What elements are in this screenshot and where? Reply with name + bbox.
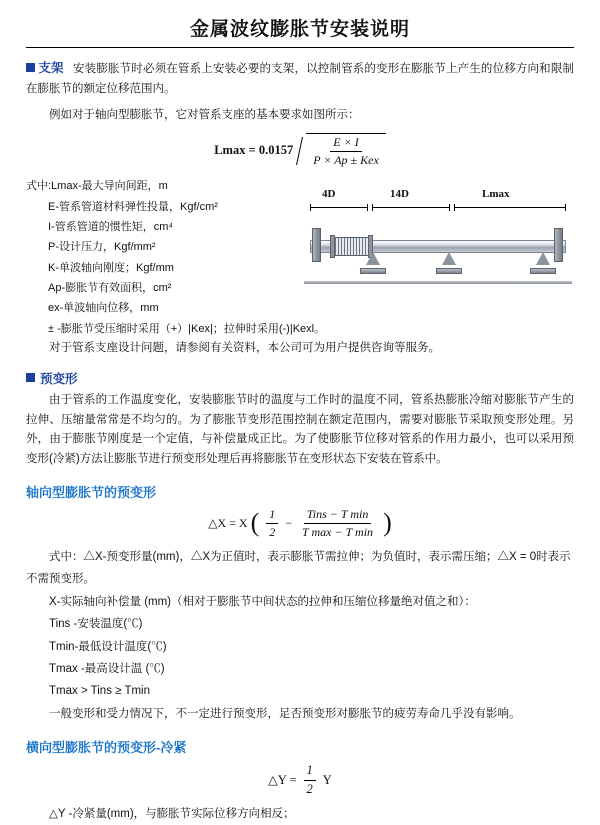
left-paren: ( <box>250 507 260 537</box>
square-root-icon <box>297 133 386 168</box>
legend-item: E-管系管道材料弹性投量，Kgf/cm² <box>48 200 218 213</box>
legend-item: K-单波轴向刚度；Kgf/mm <box>48 261 174 274</box>
support-3-icon <box>530 252 556 274</box>
legend-column <box>26 172 326 339</box>
document-content <box>0 58 600 825</box>
diagram-column <box>304 172 574 292</box>
support-section-text: 安装膨胀节时必须在管系上安装必要的支架，以控制管系的变形在膨胀节上产生的位移方向和限制在膨胀节的额定位移范围内。 <box>26 63 574 95</box>
axial-minus-sign: − <box>285 515 293 530</box>
lateral-formula <box>26 763 574 797</box>
blue-square-bullet-icon <box>26 373 35 382</box>
axial-half-den: 2 <box>269 524 276 539</box>
axial-temp-fraction <box>295 507 380 540</box>
lateral-half-fraction <box>300 763 320 797</box>
right-paren: ) <box>383 507 392 537</box>
anchor-left-icon <box>312 228 321 262</box>
legend-item: I-管系管道的惯性矩，cm⁴ <box>48 220 174 233</box>
lmax-numerator: E × I <box>330 135 361 152</box>
predeform-heading-label: 预变形 <box>40 371 78 386</box>
legend-list <box>26 176 326 339</box>
lateral-formula-lhs: △Y = <box>268 773 297 788</box>
dimension-line-lmax <box>454 207 566 208</box>
legend-item: Ap-膨胀节有效面积，cm² <box>48 282 172 295</box>
axial-note: 一般变形和受力情况下，不一定进行预变形，足否预变形对膨胀节的疲劳寿命几乎没有影响。 <box>49 707 521 720</box>
axial-temp-num: Tins − T min <box>304 507 372 524</box>
axial-formula-lhs: △X = X <box>208 515 248 530</box>
lmax-formula <box>26 133 574 168</box>
diagram-label-4d: 4D <box>322 188 336 201</box>
legend-item: 式中:Lmax-最大导向间距，m <box>26 180 168 193</box>
axial-note: Tmin-最低设计温度(℃) <box>49 640 167 653</box>
axial-note: Tmax > Tins ≥ Tmin <box>49 685 150 698</box>
axial-note: X-实际轴向补偿量 (mm)（相对于膨胀节中间状态的拉伸和压缩位移量绝对值之和）： <box>49 595 476 608</box>
dimension-line-4d <box>310 207 368 208</box>
lmax-formula-expression <box>214 133 386 168</box>
document-page <box>0 14 600 820</box>
ground-line <box>304 281 572 284</box>
pipe-support-diagram <box>304 188 572 292</box>
legend-item: P-设计压力，Kgf/mm² <box>48 241 156 254</box>
lateral-subheading: 横向型膨胀节的预变形-冷紧 <box>26 740 187 756</box>
axial-note: Tmax -最高设计温 (℃) <box>49 662 165 675</box>
axial-notes <box>26 546 574 725</box>
axial-temp-den: T max − T min <box>302 524 374 539</box>
bellows-flange-left-icon <box>330 235 335 258</box>
lateral-notes <box>26 803 574 825</box>
predeform-paragraph: 由于管系的工作温度变化，安装膨胀节时的温度与工作时的温度不同，管系热膨胀冷缩对膨胀节产生的拉伸、压缩量常常是不均匀的。为了膨胀节变形范围控制在额定范围内，需要对膨胀节采取预变形处理。另外，由于膨胀节刚度是一个定值，与补偿量成正比。为了使膨胀节位移对管系的作用力最小，也可以采用预变形(冷紧)方法让膨胀节进行预变形处理后再将膨胀节在变形状态下安装在管系中。 <box>26 393 574 466</box>
legend-item: ex-单波轴向位移，mm <box>48 302 159 315</box>
lateral-note: △Y -冷紧量(mm)，与膨胀节实际位移方向相反； <box>49 807 295 820</box>
axial-note: Tins -安装温度(℃) <box>49 618 143 631</box>
lateral-formula-expression <box>268 763 332 797</box>
pipe-assembly <box>304 216 572 288</box>
axial-half-fraction <box>262 507 282 540</box>
diagram-label-lmax: Lmax <box>482 188 510 201</box>
axial-formula-expression <box>208 507 391 540</box>
lmax-fraction <box>306 135 386 168</box>
axial-formula <box>26 507 574 540</box>
lateral-formula-rhs: Y <box>322 772 332 787</box>
title-divider <box>26 47 574 48</box>
support-note-paragraph: 对于管系支座设计问题，请参阅有关资料，本公司可为用户提供咨询等服务。 <box>49 342 440 355</box>
axial-subheading: 轴向型膨胀节的预变形 <box>26 484 157 500</box>
legend-and-diagram <box>26 172 574 339</box>
support-1-icon <box>360 252 386 274</box>
lateral-half-den: 2 <box>306 781 313 796</box>
axial-note: 式中：△X-预变形量(mm)，△X为正值时，表示膨胀节需拉伸；为负值时，表示需压缩；△X = 0时表示不需预变形。 <box>26 550 571 586</box>
blue-square-bullet-icon <box>26 63 35 72</box>
diagram-label-14d: 14D <box>390 188 409 201</box>
support-example-paragraph: 例如对于轴向型膨胀节，它对管系支座的基本要求如图所示： <box>49 108 360 121</box>
lmax-denominator: P × Ap ± Kex <box>313 153 379 168</box>
dimension-line-14d <box>372 207 450 208</box>
legend-item: ± -膨胀节受压缩时采用（+）|Kex|；拉伸时采用(-)|Kexl。 <box>48 322 326 335</box>
diagram-labels <box>304 188 572 203</box>
support-2-icon <box>436 252 462 274</box>
support-section-paragraph <box>26 58 574 100</box>
support-section-heading: 支架 <box>38 61 64 75</box>
lateral-half-num: 1 <box>304 763 316 781</box>
axial-half-num: 1 <box>266 507 278 524</box>
predeform-section-heading <box>26 369 574 387</box>
page-title: 金属波纹膨胀节安装说明 <box>189 19 410 40</box>
lmax-formula-lhs: Lmax = 0.0157 <box>214 143 294 158</box>
